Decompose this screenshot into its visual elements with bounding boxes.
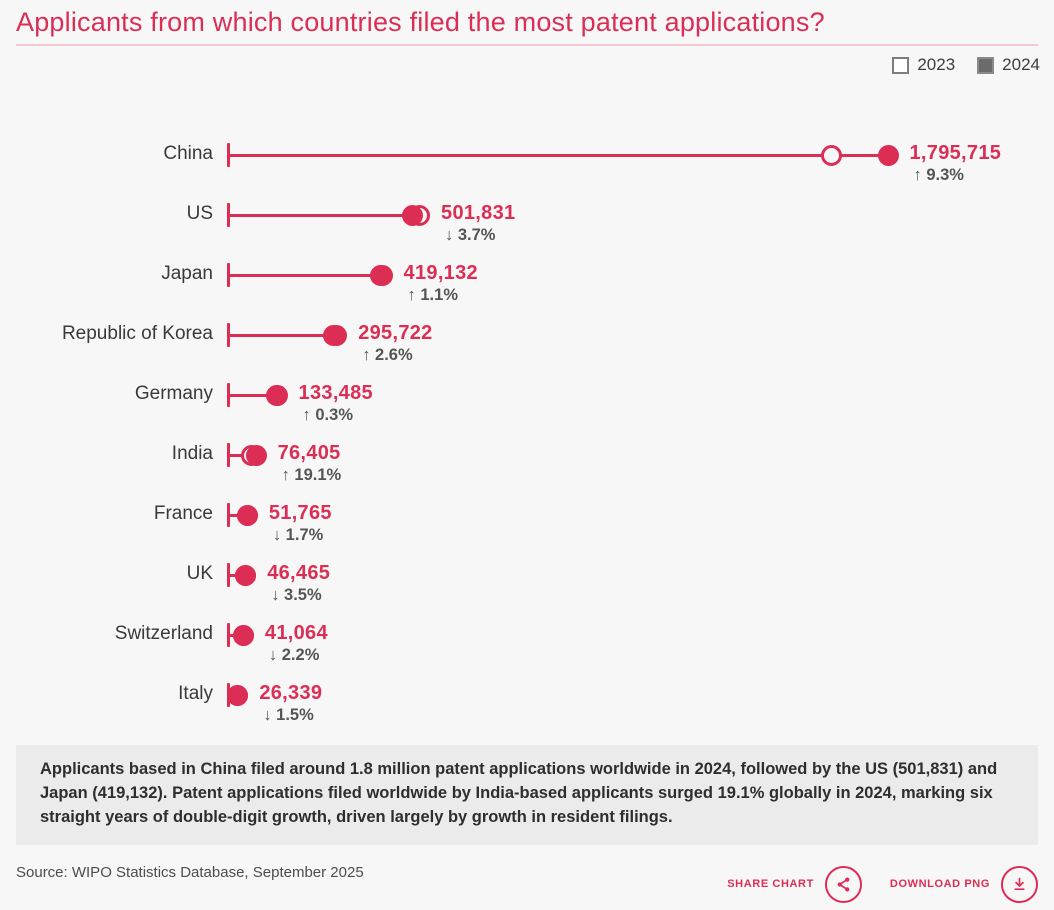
value-label: 51,765	[268, 502, 332, 524]
dot-2024[interactable]	[235, 565, 256, 586]
value-label: 501,831	[441, 202, 516, 224]
value-label: 46,465	[267, 562, 331, 584]
connector-line	[228, 274, 382, 277]
change-label: ↓ 2.2%	[268, 646, 320, 664]
row-label: Republic of Korea	[61, 323, 213, 344]
connector-line	[228, 154, 888, 157]
chart-row	[0, 605, 1054, 665]
legend-label-2023: 2023	[917, 55, 956, 74]
change-label: ↑ 9.3%	[913, 166, 964, 184]
value-label: 295,722	[358, 322, 433, 344]
dot-2024[interactable]	[402, 205, 423, 226]
row-label: France	[153, 503, 213, 524]
change-label: ↓ 3.5%	[271, 586, 322, 604]
dot-2024[interactable]	[372, 265, 393, 286]
dot-2024[interactable]	[326, 325, 347, 346]
row-label: India	[171, 443, 213, 464]
value-label: 26,339	[259, 682, 323, 704]
dot-2024[interactable]	[237, 505, 258, 526]
value-label: 1,795,715	[909, 142, 1002, 164]
dot-2024[interactable]	[878, 145, 899, 166]
legend-item-2023[interactable]	[892, 55, 955, 75]
change-label: ↑ 19.1%	[281, 466, 342, 484]
connector-line	[228, 334, 337, 337]
share-chart-label: SHARE CHART	[727, 878, 814, 890]
dot-2024[interactable]	[267, 385, 288, 406]
source-text: Source: WIPO Statistics Database, September 2025	[16, 864, 364, 881]
download-png-label: DOWNLOAD PNG	[889, 878, 990, 890]
chart-row	[0, 425, 1054, 485]
legend-item-2024[interactable]	[977, 55, 1040, 75]
dot-2024[interactable]	[246, 445, 267, 466]
dot-2024[interactable]	[233, 625, 254, 646]
change-label: ↓ 1.5%	[263, 706, 314, 724]
share-chart-button[interactable]	[727, 866, 862, 903]
change-label: ↓ 3.7%	[445, 226, 496, 244]
chart-row	[0, 485, 1054, 545]
connector-line	[228, 214, 420, 217]
change-label: ↑ 2.6%	[362, 346, 413, 364]
share-icon	[825, 866, 862, 903]
chart-row	[0, 545, 1054, 605]
chart-row	[0, 305, 1054, 365]
value-label: 419,132	[403, 262, 478, 284]
row-label: Japan	[161, 263, 213, 284]
legend-swatch-2024	[977, 57, 994, 74]
legend-swatch-2023	[892, 57, 909, 74]
row-label: Italy	[178, 683, 213, 704]
note-box: Applicants based in China filed around 1.8 million patent applications worldwide in 2024, followed by the US (501,831) and Japan (419,132). Patent applications filed worldwide by India-based applicants surged 19.1% globally in 2024, marking six straight years of double-digit growth, driven largely by growth in resident filings.	[16, 745, 1038, 845]
dot-2024[interactable]	[227, 685, 248, 706]
legend-label-2024: 2024	[1002, 55, 1040, 74]
chart-row	[0, 185, 1054, 245]
row-label: China	[163, 143, 213, 164]
title-underline	[16, 44, 1038, 46]
row-label: US	[186, 203, 213, 224]
change-label: ↓ 1.7%	[272, 526, 324, 544]
value-label: 76,405	[277, 442, 341, 464]
row-label: Germany	[134, 383, 213, 404]
page-title: Applicants from which countries filed the most patent applications?	[16, 7, 825, 37]
dot-2023[interactable]	[821, 145, 842, 166]
download-icon	[1001, 866, 1038, 903]
dumbbell-chart	[0, 125, 1054, 725]
value-label: 41,064	[264, 622, 328, 644]
value-label: 133,485	[298, 382, 373, 404]
chart-row	[0, 665, 1054, 725]
chart-row	[0, 245, 1054, 305]
row-label: Switzerland	[114, 623, 213, 644]
row-label: UK	[186, 563, 213, 584]
change-label: ↑ 1.1%	[407, 286, 458, 304]
change-label: ↑ 0.3%	[302, 406, 353, 424]
legend	[892, 55, 1040, 75]
chart-row	[0, 125, 1054, 185]
chart-row	[0, 365, 1054, 425]
footer-actions	[727, 865, 1038, 903]
download-png-button[interactable]	[890, 866, 1038, 903]
